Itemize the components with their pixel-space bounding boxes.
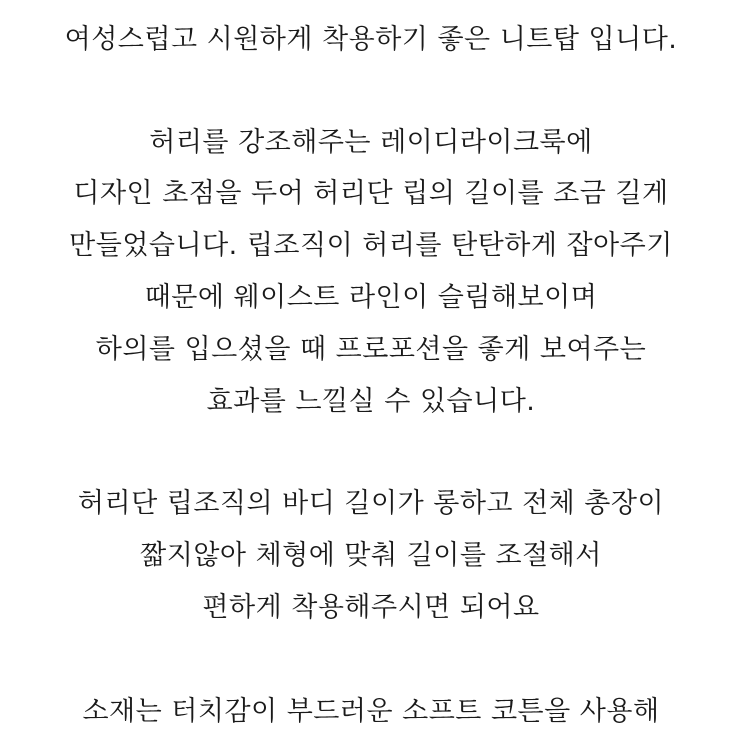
text-line: 여성스럽고 시원하게 착용하기 좋은 니트탑 입니다. [64,24,678,55]
text-line: 때문에 웨이스트 라인이 슬림해보이며 [144,282,598,313]
text-line: 허리단 립조직의 바디 길이가 롱하고 전체 총장이 [77,488,665,519]
text-line: 하의를 입으셨을 때 프로포션을 좋게 보여주는 [95,334,647,365]
text-line: 만들었습니다. 립조직이 허리를 탄탄하게 잡아주기 [69,230,673,261]
text-line: 편하게 착용해주시면 되어요 [202,592,540,623]
text-line: 허리를 강조해주는 레이디라이크룩에 [149,127,593,158]
text-line: 디자인 초점을 두어 허리단 립의 길이를 조금 길게 [73,178,669,209]
text-line: 효과를 느낄실 수 있습니다. [206,386,536,417]
text-line: 소재는 터치감이 부드러운 소프트 코튼을 사용해 [82,696,660,727]
text-line: 짧지않아 체형에 맞춰 길이를 조절해서 [140,540,602,571]
